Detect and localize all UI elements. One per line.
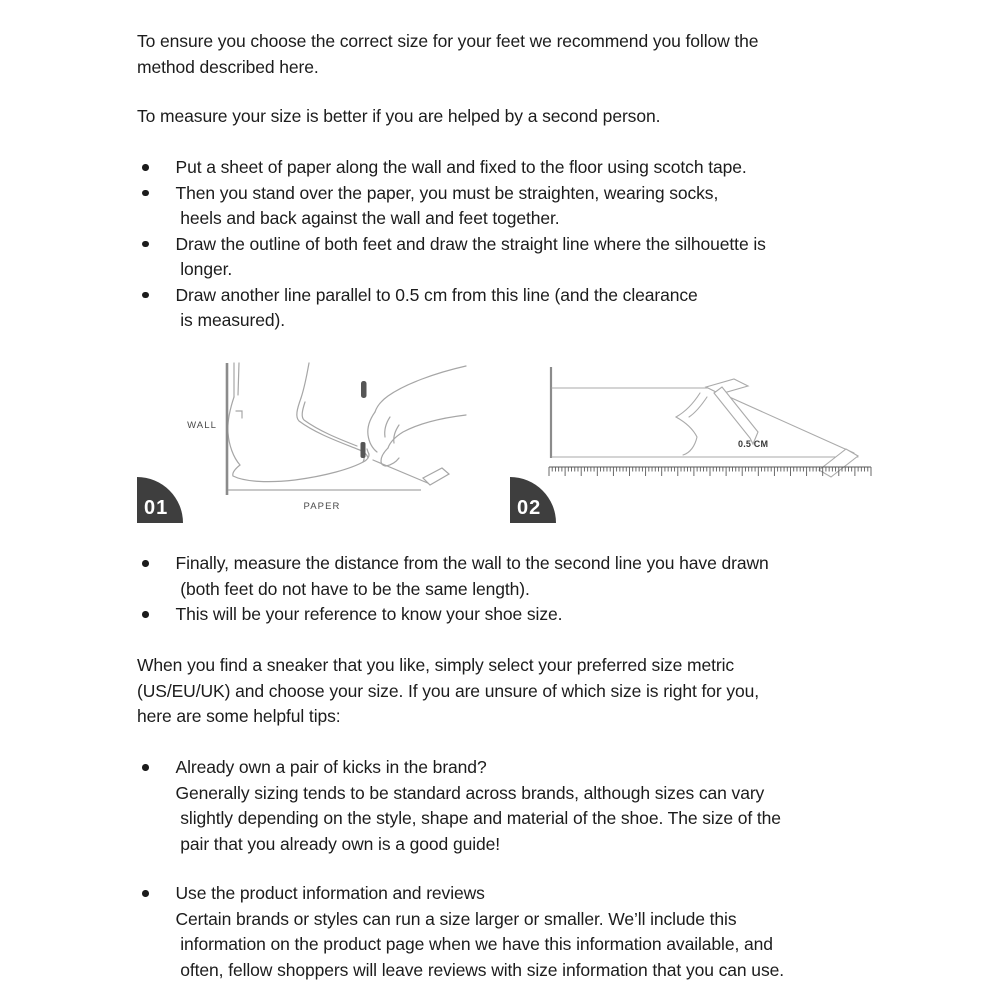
intro-paragraph-1 [137, 29, 947, 80]
list-item [137, 155, 947, 181]
text-line: Already own a pair of kicks in the brand? [175, 757, 487, 777]
list-item [137, 881, 947, 983]
bullet-icon [142, 890, 149, 897]
text-line: Then you stand over the paper, you must be straighten, wearing socks, [175, 182, 719, 203]
list-item-text [176, 755, 781, 857]
text-line: Certain brands or styles can run a size larger or smaller. We’ll include this [175, 908, 737, 929]
ankle-detail [236, 411, 242, 418]
list-item-text [176, 881, 785, 983]
knuckle-line [385, 417, 390, 437]
bullet-icon [142, 292, 149, 299]
measuring-steps-list [137, 155, 947, 334]
hand-line [689, 397, 707, 417]
tips-intro-paragraph [137, 653, 947, 730]
tape-icon [423, 468, 449, 485]
list-item [137, 232, 947, 283]
text-line: Put a sheet of paper along the wall and fixed to the floor using scotch tape. [175, 157, 747, 177]
list-item [137, 755, 947, 857]
text-line: often, fellow shoppers will leave reviews with size information that you can use. [175, 959, 784, 980]
results-list [137, 551, 947, 628]
text-line: When you find a sneaker that you like, simply select your preferred size metric [137, 655, 735, 675]
ruler-illustration [549, 467, 871, 476]
list-item [137, 283, 947, 334]
hand-bottom-line [386, 458, 399, 466]
list-item-text [176, 283, 698, 334]
figure-02-paper-and-ruler [510, 357, 890, 527]
figure-01-foot-against-wall [137, 357, 467, 527]
list-item [137, 602, 947, 628]
paper-edge-line [373, 460, 430, 484]
tips-list [137, 755, 947, 983]
ruler-ticks-path [549, 467, 871, 476]
text-line: longer. [175, 259, 233, 279]
leg-line [238, 363, 239, 395]
paper-label: PAPER [303, 501, 341, 512]
foot-and-hand-sketch [228, 363, 466, 484]
bullet-icon [142, 764, 149, 771]
text-line: (both feet do not have to be the same length). [175, 578, 530, 599]
figure-number: 01 [144, 497, 169, 519]
pen-icon [714, 387, 758, 444]
bullet-icon [142, 560, 149, 567]
list-item-text [176, 181, 719, 232]
arm-bottom-line [388, 415, 466, 448]
knuckle-line [394, 425, 399, 443]
text-line: Use the product information and reviews [175, 883, 485, 903]
shin-line [301, 363, 309, 398]
text-line: pair that you already own is a good guide! [175, 833, 501, 854]
text-line: Finally, measure the distance from the wall to the second line you have drawn [175, 553, 769, 573]
text-line: heels and back against the wall and feet together. [175, 208, 560, 228]
bullet-icon [142, 241, 149, 248]
list-item [137, 551, 947, 602]
bullet-icon [142, 164, 149, 171]
paper-sketch [552, 379, 858, 457]
foot-top-line [297, 398, 368, 458]
text-line: slightly depending on the style, shape and material of the shoe. The size of the [175, 808, 781, 828]
finger-line [368, 412, 377, 452]
pen-icon [361, 381, 367, 458]
pen-cap-icon [706, 379, 748, 394]
text-line: This will be your reference to know your shoe size. [175, 604, 563, 624]
list-item-text [176, 155, 747, 181]
text-line: To measure your size is better if you are helped by a second person. [137, 106, 661, 126]
text-line: Generally sizing tends to be standard across brands, although sizes can vary [175, 782, 765, 803]
bullet-icon [142, 611, 149, 618]
list-item-text [176, 602, 563, 628]
list-item [137, 181, 947, 232]
text-line: method described here. [137, 56, 319, 77]
foot-top-inner-line [302, 402, 357, 446]
text-line: To ensure you choose the correct size for your feet we recommend you follow the [137, 31, 759, 51]
intro-paragraph-2 [137, 104, 947, 130]
arm-top-line [375, 366, 466, 412]
bullet-icon [142, 190, 149, 197]
foot-outline [228, 397, 369, 482]
figure-number: 02 [517, 497, 542, 519]
figures-row [137, 357, 897, 527]
wall-label: WALL [187, 420, 217, 431]
text-line: (US/EU/UK) and choose your size. If you are unsure of which size is right for you, [137, 680, 760, 701]
text-line: is measured). [175, 310, 285, 330]
text-line: information on the product page when we have this information available, and [175, 934, 773, 954]
hand-line [676, 393, 700, 455]
text-line: here are some helpful tips: [137, 706, 341, 726]
text-line: Draw the outline of both feet and draw the straight line where the silhouette is [175, 233, 766, 254]
clearance-label: 0.5 CM [738, 439, 769, 449]
list-item-text [176, 551, 769, 602]
list-item-text [176, 232, 766, 283]
text-line: Draw another line parallel to 0.5 cm from this line (and the clearance [175, 284, 698, 305]
